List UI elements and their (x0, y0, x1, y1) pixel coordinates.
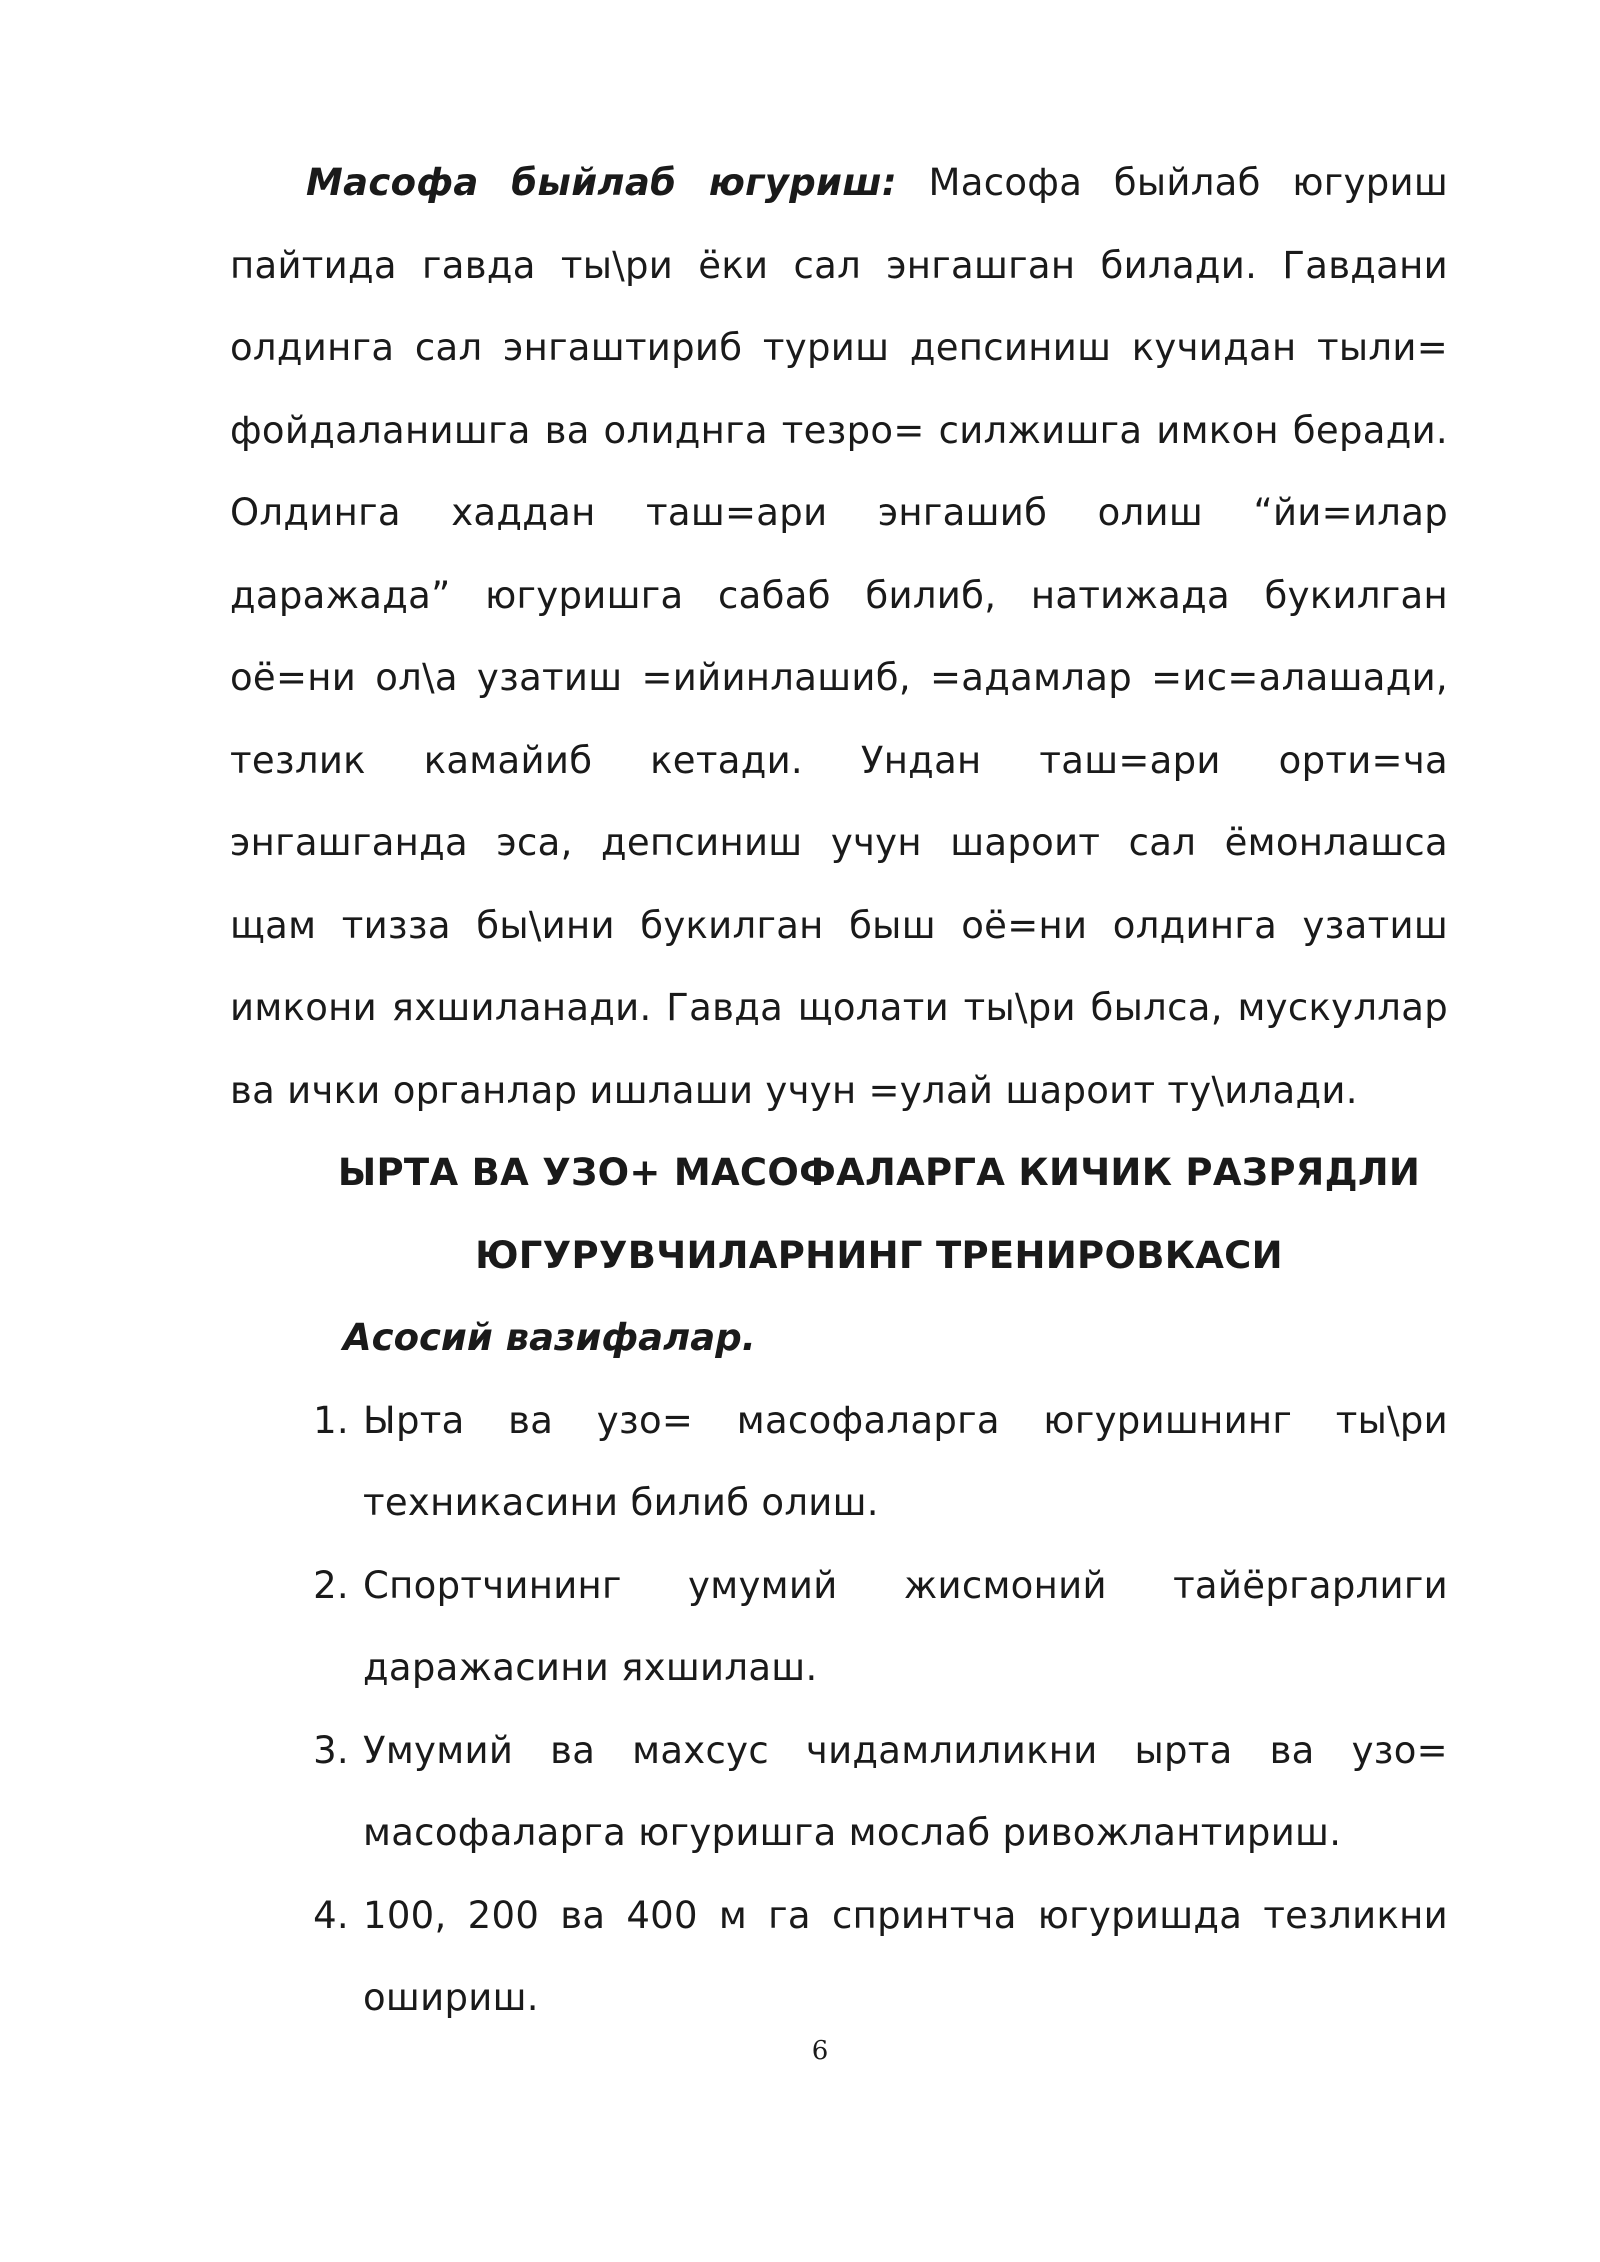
list-item (230, 1875, 1448, 2040)
list-item-number: 2. (313, 1563, 349, 1607)
list-item-number: 3. (313, 1728, 349, 1772)
page-number: 6 (811, 2036, 829, 2066)
list-item-text: Умумий ва махсус чидамлиликни ырта ва узо= масофаларга югуришга мослаб ривожлантириш. (363, 1728, 1448, 1854)
list-item-text: 100, 200 ва 400 м га спринтча югуришда тезликни ошириш. (363, 1893, 1448, 2019)
list-item (230, 1380, 1448, 1545)
list-item-text: Ырта ва узо= масофаларга югуришнинг ты\ри техникасини билиб олиш. (363, 1398, 1448, 1524)
section-title-line-1: ЫРТА ВА УЗО+ МАСОФАЛАРГА КИЧИК РАЗРЯДЛИ (337, 1151, 1421, 1194)
list-item-number: 4. (313, 1893, 349, 1937)
section-subtitle: Асосий вазифалар. (343, 1316, 756, 1359)
section-title-line-2: ЮГУРУВЧИЛАРНИНГ ТРЕНИРОВКАСИ (475, 1233, 1283, 1277)
task-list (230, 1380, 1448, 2040)
list-item (230, 1545, 1448, 1710)
intro-paragraph (230, 142, 1448, 1132)
intro-text: Масофа быйлаб югуриш пайтида гавда ты\ри ёки сал энгашган билади. Гавдани олдинга сал энгаштириб туриш депсиниш кучидан тыли= фойдаланишга ва олиднга тезро= силжишга имкон беради. Олдинга хаддан таш=ари энгашиб олиш “йи=илар даражада” югуришга сабаб билиб, натижада букилган оё=ни ол\а узатиш =ийинлашиб, =адамлар =ис=алашади, тезлик камайиб кетади. Ундан таш=ари орти=ча энгашганда эса, депсиниш учун шароит сал ёмонлашса щам тизза бы\ини букилган быш оё=ни олдинга узатиш имкони яхшиланади. Гавда щолати ты\ри былса, мускуллар ва ички органлар ишлаши учун =улай шароит ту\илади. (230, 161, 1448, 1112)
document-page (230, 142, 1448, 2040)
list-item (230, 1710, 1448, 1875)
list-item-text: Спортчининг умумий жисмоний тайёргарлиги даражасини яхшилаш. (363, 1563, 1448, 1689)
list-item-number: 1. (313, 1398, 349, 1442)
intro-lead: Масофа быйлаб югуриш: (306, 161, 897, 204)
